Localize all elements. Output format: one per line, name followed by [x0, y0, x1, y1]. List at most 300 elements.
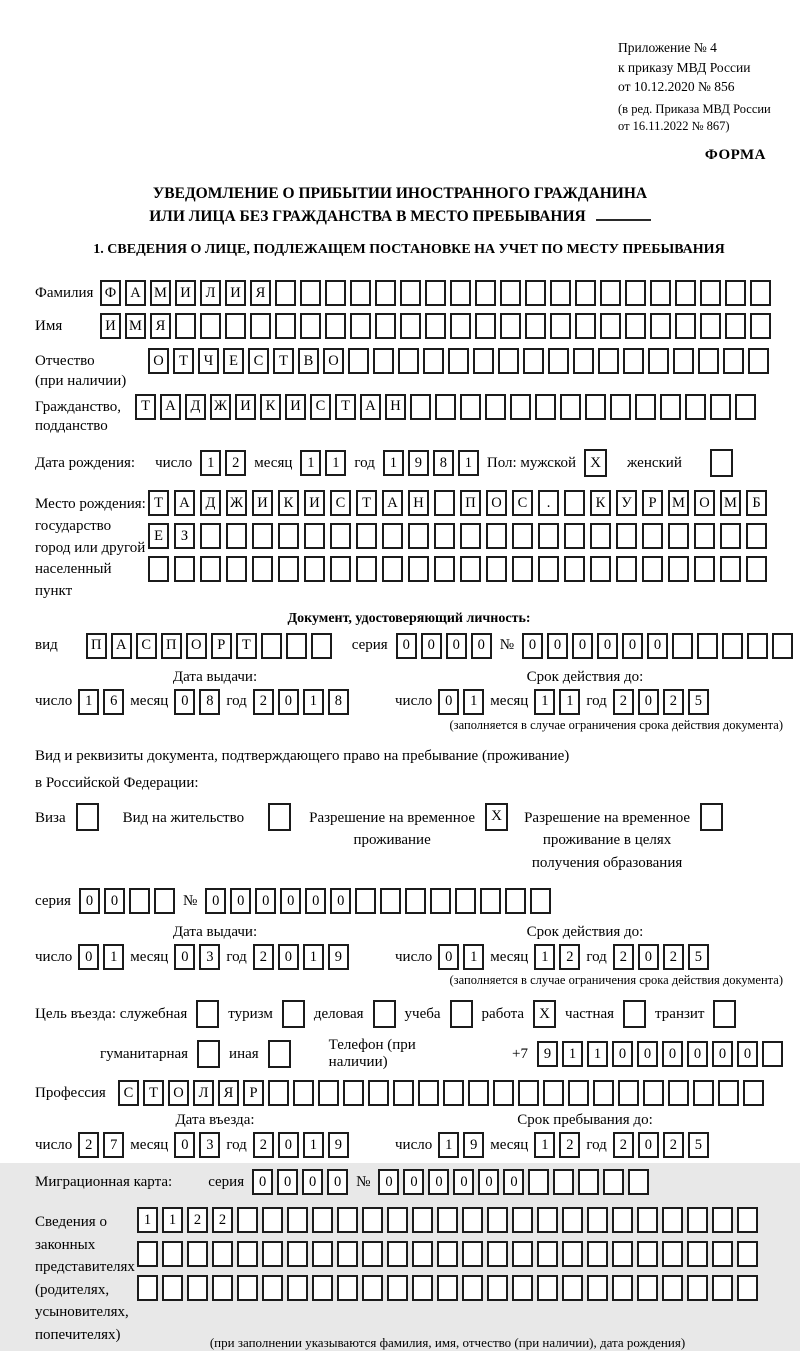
char-cell[interactable]: Т	[173, 348, 194, 374]
char-cell[interactable]: 0	[453, 1169, 474, 1195]
char-cell[interactable]	[537, 1207, 558, 1233]
char-cell[interactable]	[603, 1169, 624, 1195]
char-cell[interactable]: З	[174, 523, 195, 549]
char-cell[interactable]: 0	[230, 888, 251, 914]
char-cell[interactable]	[425, 280, 446, 306]
char-cell[interactable]: 1	[303, 689, 324, 715]
char-cell[interactable]	[712, 1207, 733, 1233]
char-cell[interactable]	[635, 394, 656, 420]
char-cell[interactable]	[437, 1275, 458, 1301]
char-cell[interactable]: 9	[463, 1132, 484, 1158]
char-cell[interactable]: 0	[597, 633, 618, 659]
char-cell[interactable]	[762, 1041, 783, 1067]
char-cell[interactable]: 1	[463, 944, 484, 970]
char-cell[interactable]	[528, 1169, 549, 1195]
char-cell[interactable]	[412, 1275, 433, 1301]
purpose-work-checkbox[interactable]: X	[533, 1000, 556, 1028]
char-cell[interactable]	[226, 556, 247, 582]
char-cell[interactable]	[387, 1207, 408, 1233]
char-cell[interactable]	[650, 313, 671, 339]
char-cell[interactable]: 1	[162, 1207, 183, 1233]
char-cell[interactable]: 0	[305, 888, 326, 914]
char-cell[interactable]	[512, 523, 533, 549]
char-cell[interactable]	[550, 280, 571, 306]
char-cell[interactable]	[693, 1080, 714, 1106]
char-cell[interactable]	[628, 1169, 649, 1195]
char-cell[interactable]: О	[694, 490, 715, 516]
char-cell[interactable]: 2	[253, 944, 274, 970]
char-cell[interactable]	[642, 523, 663, 549]
char-cell[interactable]: 0	[503, 1169, 524, 1195]
char-cell[interactable]	[578, 1169, 599, 1195]
char-cell[interactable]	[423, 348, 444, 374]
char-cell[interactable]: Я	[250, 280, 271, 306]
gender-female-checkbox[interactable]	[710, 449, 733, 477]
char-cell[interactable]	[735, 394, 756, 420]
char-cell[interactable]	[687, 1207, 708, 1233]
char-cell[interactable]	[275, 280, 296, 306]
char-cell[interactable]	[311, 633, 332, 659]
char-cell[interactable]: П	[460, 490, 481, 516]
char-cell[interactable]	[512, 556, 533, 582]
char-cell[interactable]	[237, 1241, 258, 1267]
char-cell[interactable]: 0	[662, 1041, 683, 1067]
char-cell[interactable]: 0	[378, 1169, 399, 1195]
char-cell[interactable]	[643, 1080, 664, 1106]
char-cell[interactable]: 0	[622, 633, 643, 659]
char-cell[interactable]: 0	[446, 633, 467, 659]
char-cell[interactable]	[304, 556, 325, 582]
char-cell[interactable]	[380, 888, 401, 914]
char-cell[interactable]: 0	[737, 1041, 758, 1067]
char-cell[interactable]: 1	[303, 1132, 324, 1158]
char-cell[interactable]	[350, 280, 371, 306]
char-cell[interactable]	[562, 1241, 583, 1267]
char-cell[interactable]	[275, 313, 296, 339]
char-cell[interactable]: 3	[199, 1132, 220, 1158]
char-cell[interactable]: О	[323, 348, 344, 374]
char-cell[interactable]	[564, 523, 585, 549]
char-cell[interactable]: С	[330, 490, 351, 516]
char-cell[interactable]	[434, 523, 455, 549]
char-cell[interactable]	[475, 280, 496, 306]
char-cell[interactable]	[200, 556, 221, 582]
char-cell[interactable]: И	[175, 280, 196, 306]
char-cell[interactable]	[598, 348, 619, 374]
char-cell[interactable]: Ж	[226, 490, 247, 516]
char-cell[interactable]: И	[285, 394, 306, 420]
char-cell[interactable]: 0	[278, 689, 299, 715]
purpose-private-checkbox[interactable]	[623, 1000, 646, 1028]
char-cell[interactable]	[505, 888, 526, 914]
char-cell[interactable]: 1	[383, 450, 404, 476]
char-cell[interactable]: 1	[438, 1132, 459, 1158]
char-cell[interactable]	[650, 280, 671, 306]
char-cell[interactable]	[212, 1241, 233, 1267]
char-cell[interactable]	[268, 1080, 289, 1106]
char-cell[interactable]: 0	[302, 1169, 323, 1195]
char-cell[interactable]: Б	[746, 490, 767, 516]
char-cell[interactable]: Т	[335, 394, 356, 420]
char-cell[interactable]	[412, 1207, 433, 1233]
char-cell[interactable]: С	[248, 348, 269, 374]
char-cell[interactable]	[287, 1241, 308, 1267]
char-cell[interactable]	[304, 523, 325, 549]
char-cell[interactable]: 0	[421, 633, 442, 659]
char-cell[interactable]: 8	[328, 689, 349, 715]
char-cell[interactable]	[618, 1080, 639, 1106]
char-cell[interactable]: 0	[396, 633, 417, 659]
char-cell[interactable]	[375, 280, 396, 306]
char-cell[interactable]: 2	[212, 1207, 233, 1233]
char-cell[interactable]	[278, 523, 299, 549]
char-cell[interactable]	[750, 313, 771, 339]
char-cell[interactable]: 0	[638, 689, 659, 715]
char-cell[interactable]: А	[125, 280, 146, 306]
purpose-business-trip-checkbox[interactable]	[196, 1000, 219, 1028]
char-cell[interactable]	[500, 313, 521, 339]
char-cell[interactable]	[448, 348, 469, 374]
char-cell[interactable]	[300, 280, 321, 306]
char-cell[interactable]	[694, 523, 715, 549]
char-cell[interactable]	[637, 1241, 658, 1267]
char-cell[interactable]: 0	[428, 1169, 449, 1195]
char-cell[interactable]	[434, 556, 455, 582]
char-cell[interactable]	[418, 1080, 439, 1106]
char-cell[interactable]: А	[111, 633, 132, 659]
char-cell[interactable]: 0	[174, 689, 195, 715]
char-cell[interactable]: Р	[642, 490, 663, 516]
char-cell[interactable]	[600, 280, 621, 306]
char-cell[interactable]	[200, 313, 221, 339]
char-cell[interactable]	[616, 523, 637, 549]
char-cell[interactable]	[573, 348, 594, 374]
char-cell[interactable]: К	[260, 394, 281, 420]
char-cell[interactable]	[356, 523, 377, 549]
char-cell[interactable]	[162, 1275, 183, 1301]
char-cell[interactable]: 0	[471, 633, 492, 659]
char-cell[interactable]: П	[161, 633, 182, 659]
char-cell[interactable]: 1	[534, 1132, 555, 1158]
char-cell[interactable]: 2	[253, 689, 274, 715]
char-cell[interactable]: 9	[328, 944, 349, 970]
char-cell[interactable]	[393, 1080, 414, 1106]
char-cell[interactable]: С	[118, 1080, 139, 1106]
char-cell[interactable]	[262, 1241, 283, 1267]
char-cell[interactable]: 7	[103, 1132, 124, 1158]
char-cell[interactable]	[137, 1241, 158, 1267]
char-cell[interactable]: Д	[200, 490, 221, 516]
char-cell[interactable]	[710, 394, 731, 420]
char-cell[interactable]	[668, 523, 689, 549]
char-cell[interactable]: М	[125, 313, 146, 339]
char-cell[interactable]	[725, 313, 746, 339]
char-cell[interactable]: П	[86, 633, 107, 659]
char-cell[interactable]	[493, 1080, 514, 1106]
char-cell[interactable]	[362, 1207, 383, 1233]
char-cell[interactable]	[720, 523, 741, 549]
char-cell[interactable]	[750, 280, 771, 306]
char-cell[interactable]: Я	[218, 1080, 239, 1106]
char-cell[interactable]: 0	[438, 689, 459, 715]
char-cell[interactable]: 0	[277, 1169, 298, 1195]
char-cell[interactable]	[262, 1207, 283, 1233]
char-cell[interactable]	[525, 280, 546, 306]
char-cell[interactable]: 1	[534, 944, 555, 970]
char-cell[interactable]: 0	[205, 888, 226, 914]
char-cell[interactable]: М	[668, 490, 689, 516]
char-cell[interactable]	[687, 1241, 708, 1267]
char-cell[interactable]	[743, 1080, 764, 1106]
char-cell[interactable]: 0	[522, 633, 543, 659]
char-cell[interactable]: 0	[638, 944, 659, 970]
char-cell[interactable]	[523, 348, 544, 374]
char-cell[interactable]	[318, 1080, 339, 1106]
char-cell[interactable]	[642, 556, 663, 582]
char-cell[interactable]	[637, 1207, 658, 1233]
char-cell[interactable]	[435, 394, 456, 420]
char-cell[interactable]	[325, 313, 346, 339]
char-cell[interactable]	[737, 1207, 758, 1233]
char-cell[interactable]	[623, 348, 644, 374]
purpose-other-checkbox[interactable]	[268, 1040, 291, 1068]
char-cell[interactable]: 9	[328, 1132, 349, 1158]
char-cell[interactable]	[300, 313, 321, 339]
char-cell[interactable]: Т	[148, 490, 169, 516]
residence-permit-checkbox[interactable]	[268, 803, 291, 831]
char-cell[interactable]	[612, 1207, 633, 1233]
char-cell[interactable]: Н	[385, 394, 406, 420]
char-cell[interactable]: А	[174, 490, 195, 516]
char-cell[interactable]: Ж	[210, 394, 231, 420]
char-cell[interactable]	[261, 633, 282, 659]
char-cell[interactable]: С	[136, 633, 157, 659]
char-cell[interactable]: 1	[103, 944, 124, 970]
char-cell[interactable]: 2	[187, 1207, 208, 1233]
char-cell[interactable]: .	[538, 490, 559, 516]
char-cell[interactable]	[538, 523, 559, 549]
char-cell[interactable]: 0	[330, 888, 351, 914]
char-cell[interactable]: 0	[255, 888, 276, 914]
char-cell[interactable]	[382, 523, 403, 549]
char-cell[interactable]	[187, 1241, 208, 1267]
char-cell[interactable]	[700, 313, 721, 339]
char-cell[interactable]	[673, 348, 694, 374]
char-cell[interactable]	[460, 394, 481, 420]
char-cell[interactable]: А	[382, 490, 403, 516]
char-cell[interactable]	[237, 1207, 258, 1233]
char-cell[interactable]: 6	[103, 689, 124, 715]
char-cell[interactable]	[625, 313, 646, 339]
char-cell[interactable]: 0	[79, 888, 100, 914]
char-cell[interactable]	[387, 1241, 408, 1267]
char-cell[interactable]: 5	[688, 1132, 709, 1158]
char-cell[interactable]	[398, 348, 419, 374]
char-cell[interactable]: У	[616, 490, 637, 516]
char-cell[interactable]	[560, 394, 581, 420]
char-cell[interactable]	[437, 1207, 458, 1233]
char-cell[interactable]	[355, 888, 376, 914]
temp-residence-checkbox[interactable]: X	[485, 803, 508, 831]
char-cell[interactable]: 0	[104, 888, 125, 914]
char-cell[interactable]	[337, 1275, 358, 1301]
char-cell[interactable]: Л	[200, 280, 221, 306]
char-cell[interactable]: Т	[236, 633, 257, 659]
char-cell[interactable]: 1	[200, 450, 221, 476]
char-cell[interactable]	[430, 888, 451, 914]
char-cell[interactable]	[460, 523, 481, 549]
char-cell[interactable]	[668, 1080, 689, 1106]
char-cell[interactable]: 1	[325, 450, 346, 476]
char-cell[interactable]	[553, 1169, 574, 1195]
char-cell[interactable]	[148, 556, 169, 582]
char-cell[interactable]: 0	[278, 1132, 299, 1158]
char-cell[interactable]	[356, 556, 377, 582]
char-cell[interactable]	[368, 1080, 389, 1106]
char-cell[interactable]: И	[235, 394, 256, 420]
char-cell[interactable]	[675, 280, 696, 306]
char-cell[interactable]: И	[252, 490, 273, 516]
char-cell[interactable]: Д	[185, 394, 206, 420]
char-cell[interactable]: К	[278, 490, 299, 516]
char-cell[interactable]	[137, 1275, 158, 1301]
char-cell[interactable]	[362, 1275, 383, 1301]
char-cell[interactable]	[252, 556, 273, 582]
char-cell[interactable]: Л	[193, 1080, 214, 1106]
char-cell[interactable]	[648, 348, 669, 374]
char-cell[interactable]: Ч	[198, 348, 219, 374]
char-cell[interactable]	[537, 1241, 558, 1267]
char-cell[interactable]	[262, 1275, 283, 1301]
char-cell[interactable]: 5	[688, 689, 709, 715]
char-cell[interactable]	[278, 556, 299, 582]
char-cell[interactable]	[616, 556, 637, 582]
char-cell[interactable]	[737, 1241, 758, 1267]
char-cell[interactable]	[675, 313, 696, 339]
char-cell[interactable]: 2	[663, 1132, 684, 1158]
char-cell[interactable]	[343, 1080, 364, 1106]
char-cell[interactable]	[468, 1080, 489, 1106]
char-cell[interactable]	[450, 313, 471, 339]
char-cell[interactable]	[525, 313, 546, 339]
char-cell[interactable]	[412, 1241, 433, 1267]
char-cell[interactable]	[662, 1275, 683, 1301]
char-cell[interactable]: Т	[143, 1080, 164, 1106]
char-cell[interactable]	[725, 280, 746, 306]
char-cell[interactable]	[330, 556, 351, 582]
char-cell[interactable]	[590, 556, 611, 582]
char-cell[interactable]	[723, 348, 744, 374]
char-cell[interactable]	[568, 1080, 589, 1106]
purpose-transit-checkbox[interactable]	[713, 1000, 736, 1028]
char-cell[interactable]: В	[298, 348, 319, 374]
char-cell[interactable]	[550, 313, 571, 339]
char-cell[interactable]	[548, 348, 569, 374]
char-cell[interactable]: 2	[613, 944, 634, 970]
char-cell[interactable]	[587, 1207, 608, 1233]
char-cell[interactable]	[625, 280, 646, 306]
char-cell[interactable]	[575, 280, 596, 306]
char-cell[interactable]: 0	[252, 1169, 273, 1195]
char-cell[interactable]	[500, 280, 521, 306]
char-cell[interactable]: О	[186, 633, 207, 659]
char-cell[interactable]: Т	[273, 348, 294, 374]
char-cell[interactable]: И	[225, 280, 246, 306]
char-cell[interactable]	[312, 1241, 333, 1267]
char-cell[interactable]: 2	[663, 689, 684, 715]
char-cell[interactable]	[408, 523, 429, 549]
char-cell[interactable]	[712, 1275, 733, 1301]
char-cell[interactable]	[587, 1275, 608, 1301]
char-cell[interactable]: Н	[408, 490, 429, 516]
char-cell[interactable]	[375, 313, 396, 339]
char-cell[interactable]: 0	[478, 1169, 499, 1195]
char-cell[interactable]: И	[100, 313, 121, 339]
char-cell[interactable]: 8	[433, 450, 454, 476]
char-cell[interactable]	[337, 1207, 358, 1233]
char-cell[interactable]	[530, 888, 551, 914]
char-cell[interactable]	[237, 1275, 258, 1301]
gender-male-checkbox[interactable]: X	[584, 449, 607, 477]
char-cell[interactable]	[212, 1275, 233, 1301]
char-cell[interactable]	[518, 1080, 539, 1106]
char-cell[interactable]	[200, 523, 221, 549]
char-cell[interactable]: 2	[78, 1132, 99, 1158]
char-cell[interactable]: 0	[612, 1041, 633, 1067]
char-cell[interactable]: 1	[137, 1207, 158, 1233]
char-cell[interactable]: О	[168, 1080, 189, 1106]
char-cell[interactable]: 2	[225, 450, 246, 476]
char-cell[interactable]	[487, 1275, 508, 1301]
char-cell[interactable]	[348, 348, 369, 374]
char-cell[interactable]	[154, 888, 175, 914]
char-cell[interactable]: Е	[148, 523, 169, 549]
char-cell[interactable]: Ф	[100, 280, 121, 306]
char-cell[interactable]	[405, 888, 426, 914]
char-cell[interactable]	[535, 394, 556, 420]
char-cell[interactable]	[718, 1080, 739, 1106]
char-cell[interactable]	[612, 1241, 633, 1267]
char-cell[interactable]	[462, 1241, 483, 1267]
char-cell[interactable]	[720, 556, 741, 582]
char-cell[interactable]	[325, 280, 346, 306]
char-cell[interactable]: 0	[637, 1041, 658, 1067]
char-cell[interactable]	[330, 523, 351, 549]
char-cell[interactable]	[225, 313, 246, 339]
char-cell[interactable]	[662, 1241, 683, 1267]
char-cell[interactable]	[593, 1080, 614, 1106]
char-cell[interactable]: 0	[438, 944, 459, 970]
char-cell[interactable]	[382, 556, 403, 582]
char-cell[interactable]: Я	[150, 313, 171, 339]
char-cell[interactable]: 3	[199, 944, 220, 970]
char-cell[interactable]	[712, 1241, 733, 1267]
char-cell[interactable]: 0	[280, 888, 301, 914]
char-cell[interactable]	[174, 556, 195, 582]
purpose-humanitarian-checkbox[interactable]	[197, 1040, 220, 1068]
char-cell[interactable]	[660, 394, 681, 420]
char-cell[interactable]: Т	[135, 394, 156, 420]
char-cell[interactable]: 1	[562, 1041, 583, 1067]
char-cell[interactable]: 2	[663, 944, 684, 970]
char-cell[interactable]: Е	[223, 348, 244, 374]
char-cell[interactable]	[612, 1275, 633, 1301]
char-cell[interactable]	[286, 633, 307, 659]
char-cell[interactable]	[537, 1275, 558, 1301]
char-cell[interactable]	[722, 633, 743, 659]
char-cell[interactable]: 9	[408, 450, 429, 476]
char-cell[interactable]: О	[148, 348, 169, 374]
